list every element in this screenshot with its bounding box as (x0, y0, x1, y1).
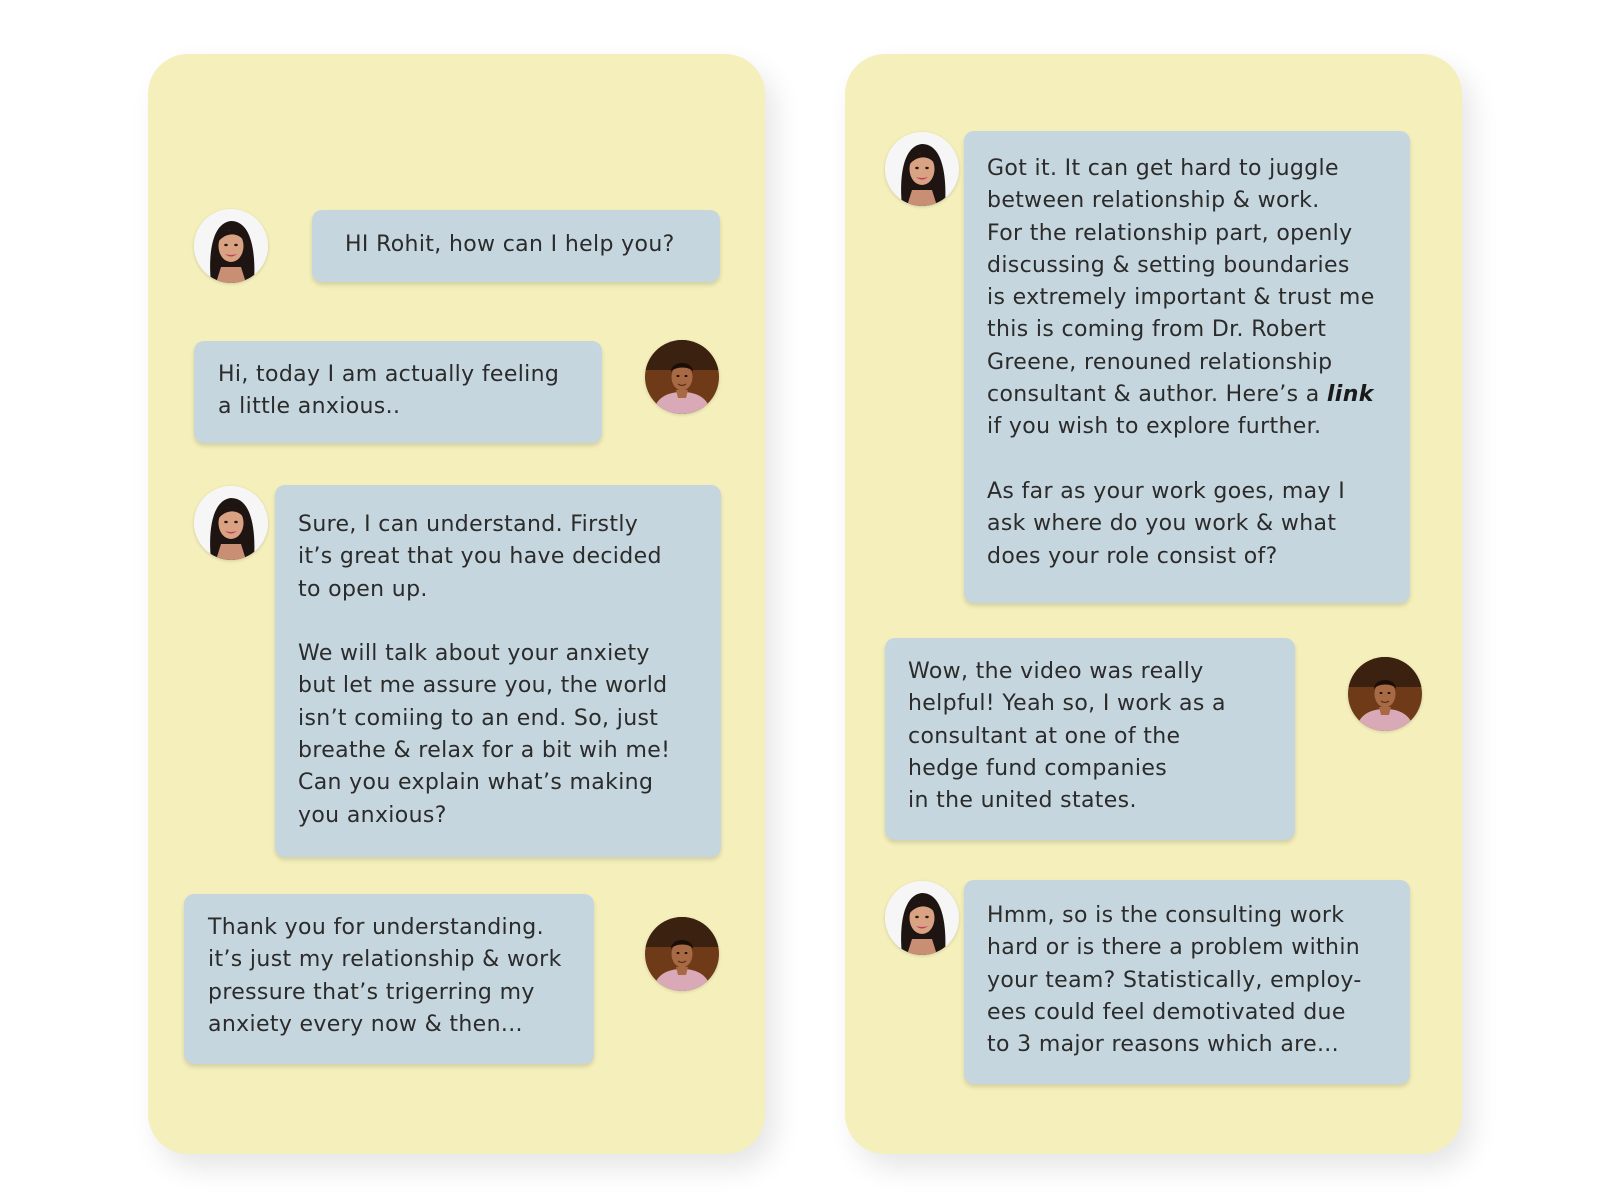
female-therapist-avatar-icon (194, 209, 268, 283)
message-text: isn’t comiing to an end. So, just (298, 705, 659, 731)
message-bubble-therapist (312, 210, 720, 282)
message-bubble-user (885, 638, 1295, 840)
message-text: in the united states. (908, 788, 1137, 814)
message-bubble-therapist (964, 131, 1410, 603)
message-text (987, 444, 1410, 476)
female-therapist-avatar-icon (194, 486, 268, 560)
message-text: hard or is there a problem within (987, 935, 1361, 961)
message-text: between relationship & work. (987, 188, 1320, 214)
male-user-avatar-icon (645, 340, 719, 414)
message-text: your team? Statistically, employ- (987, 967, 1362, 993)
message-text: Can you explain what’s making (298, 770, 654, 796)
message-text: consultant & author. Here’s a (987, 382, 1327, 408)
external-link[interactable]: link (1326, 382, 1374, 408)
male-user-avatar-icon (1348, 657, 1422, 731)
message-text: Got it. It can get hard to juggle (987, 156, 1339, 181)
message-bubble-therapist (964, 880, 1410, 1084)
message-bubble-user (184, 894, 594, 1064)
message-text: but let me assure you, the world (298, 673, 668, 699)
message-line-with-link (987, 379, 1410, 411)
message-text: breathe & relax for a bit wih me! (298, 738, 671, 764)
message-bubble-user (194, 341, 602, 443)
message-text: Wow, the video was really (908, 659, 1204, 684)
female-therapist-avatar-icon (885, 881, 959, 955)
message-text: a little anxious.. (218, 394, 401, 420)
message-text: helpful! Yeah so, I work as a (908, 691, 1226, 717)
message-text: to 3 major reasons which are... (987, 1032, 1339, 1058)
message-text: hedge fund companies (908, 755, 1168, 781)
message-text: is extremely important & trust me (987, 285, 1375, 311)
message-text: does your role consist of? (987, 543, 1278, 569)
message-text: HI Rohit, how can I help you? (345, 232, 675, 257)
message-text: For the relationship part, openly (987, 220, 1353, 246)
message-text: Sure, I can understand. Firstly (298, 512, 639, 537)
message-text: pressure that’s trigerring my (208, 979, 535, 1005)
chat-panel-left (148, 54, 765, 1154)
message-text: We will talk about your anxiety (298, 641, 650, 667)
message-bubble-therapist (275, 485, 721, 857)
message-text: to open up. (298, 576, 428, 602)
male-user-avatar-icon (645, 917, 719, 991)
message-text: ask where do you work & what (987, 511, 1337, 537)
message-text: this is coming from Dr. Robert (987, 317, 1327, 343)
message-text: consultant at one of the (908, 723, 1181, 749)
female-therapist-avatar-icon (885, 132, 959, 206)
message-text: ees could feel demotivated due (987, 999, 1346, 1025)
message-text: anxiety every now & then... (208, 1011, 523, 1037)
message-text: it’s great that you have decided (298, 544, 662, 570)
chat-panel-right (845, 54, 1462, 1154)
message-text: if you wish to explore further. (987, 414, 1322, 440)
message-text: Hi, today I am actually feeling (218, 362, 560, 387)
message-text: it’s just my relationship & work (208, 947, 562, 973)
message-text: As far as your work goes, may I (987, 478, 1346, 504)
message-text (298, 606, 721, 638)
message-text: Hmm, so is the consulting work (987, 903, 1345, 928)
message-text: discussing & setting boundaries (987, 252, 1350, 278)
message-text: you anxious? (298, 802, 447, 828)
message-text: Greene, renouned relationship (987, 349, 1333, 375)
message-text: Thank you for understanding. (208, 915, 544, 940)
